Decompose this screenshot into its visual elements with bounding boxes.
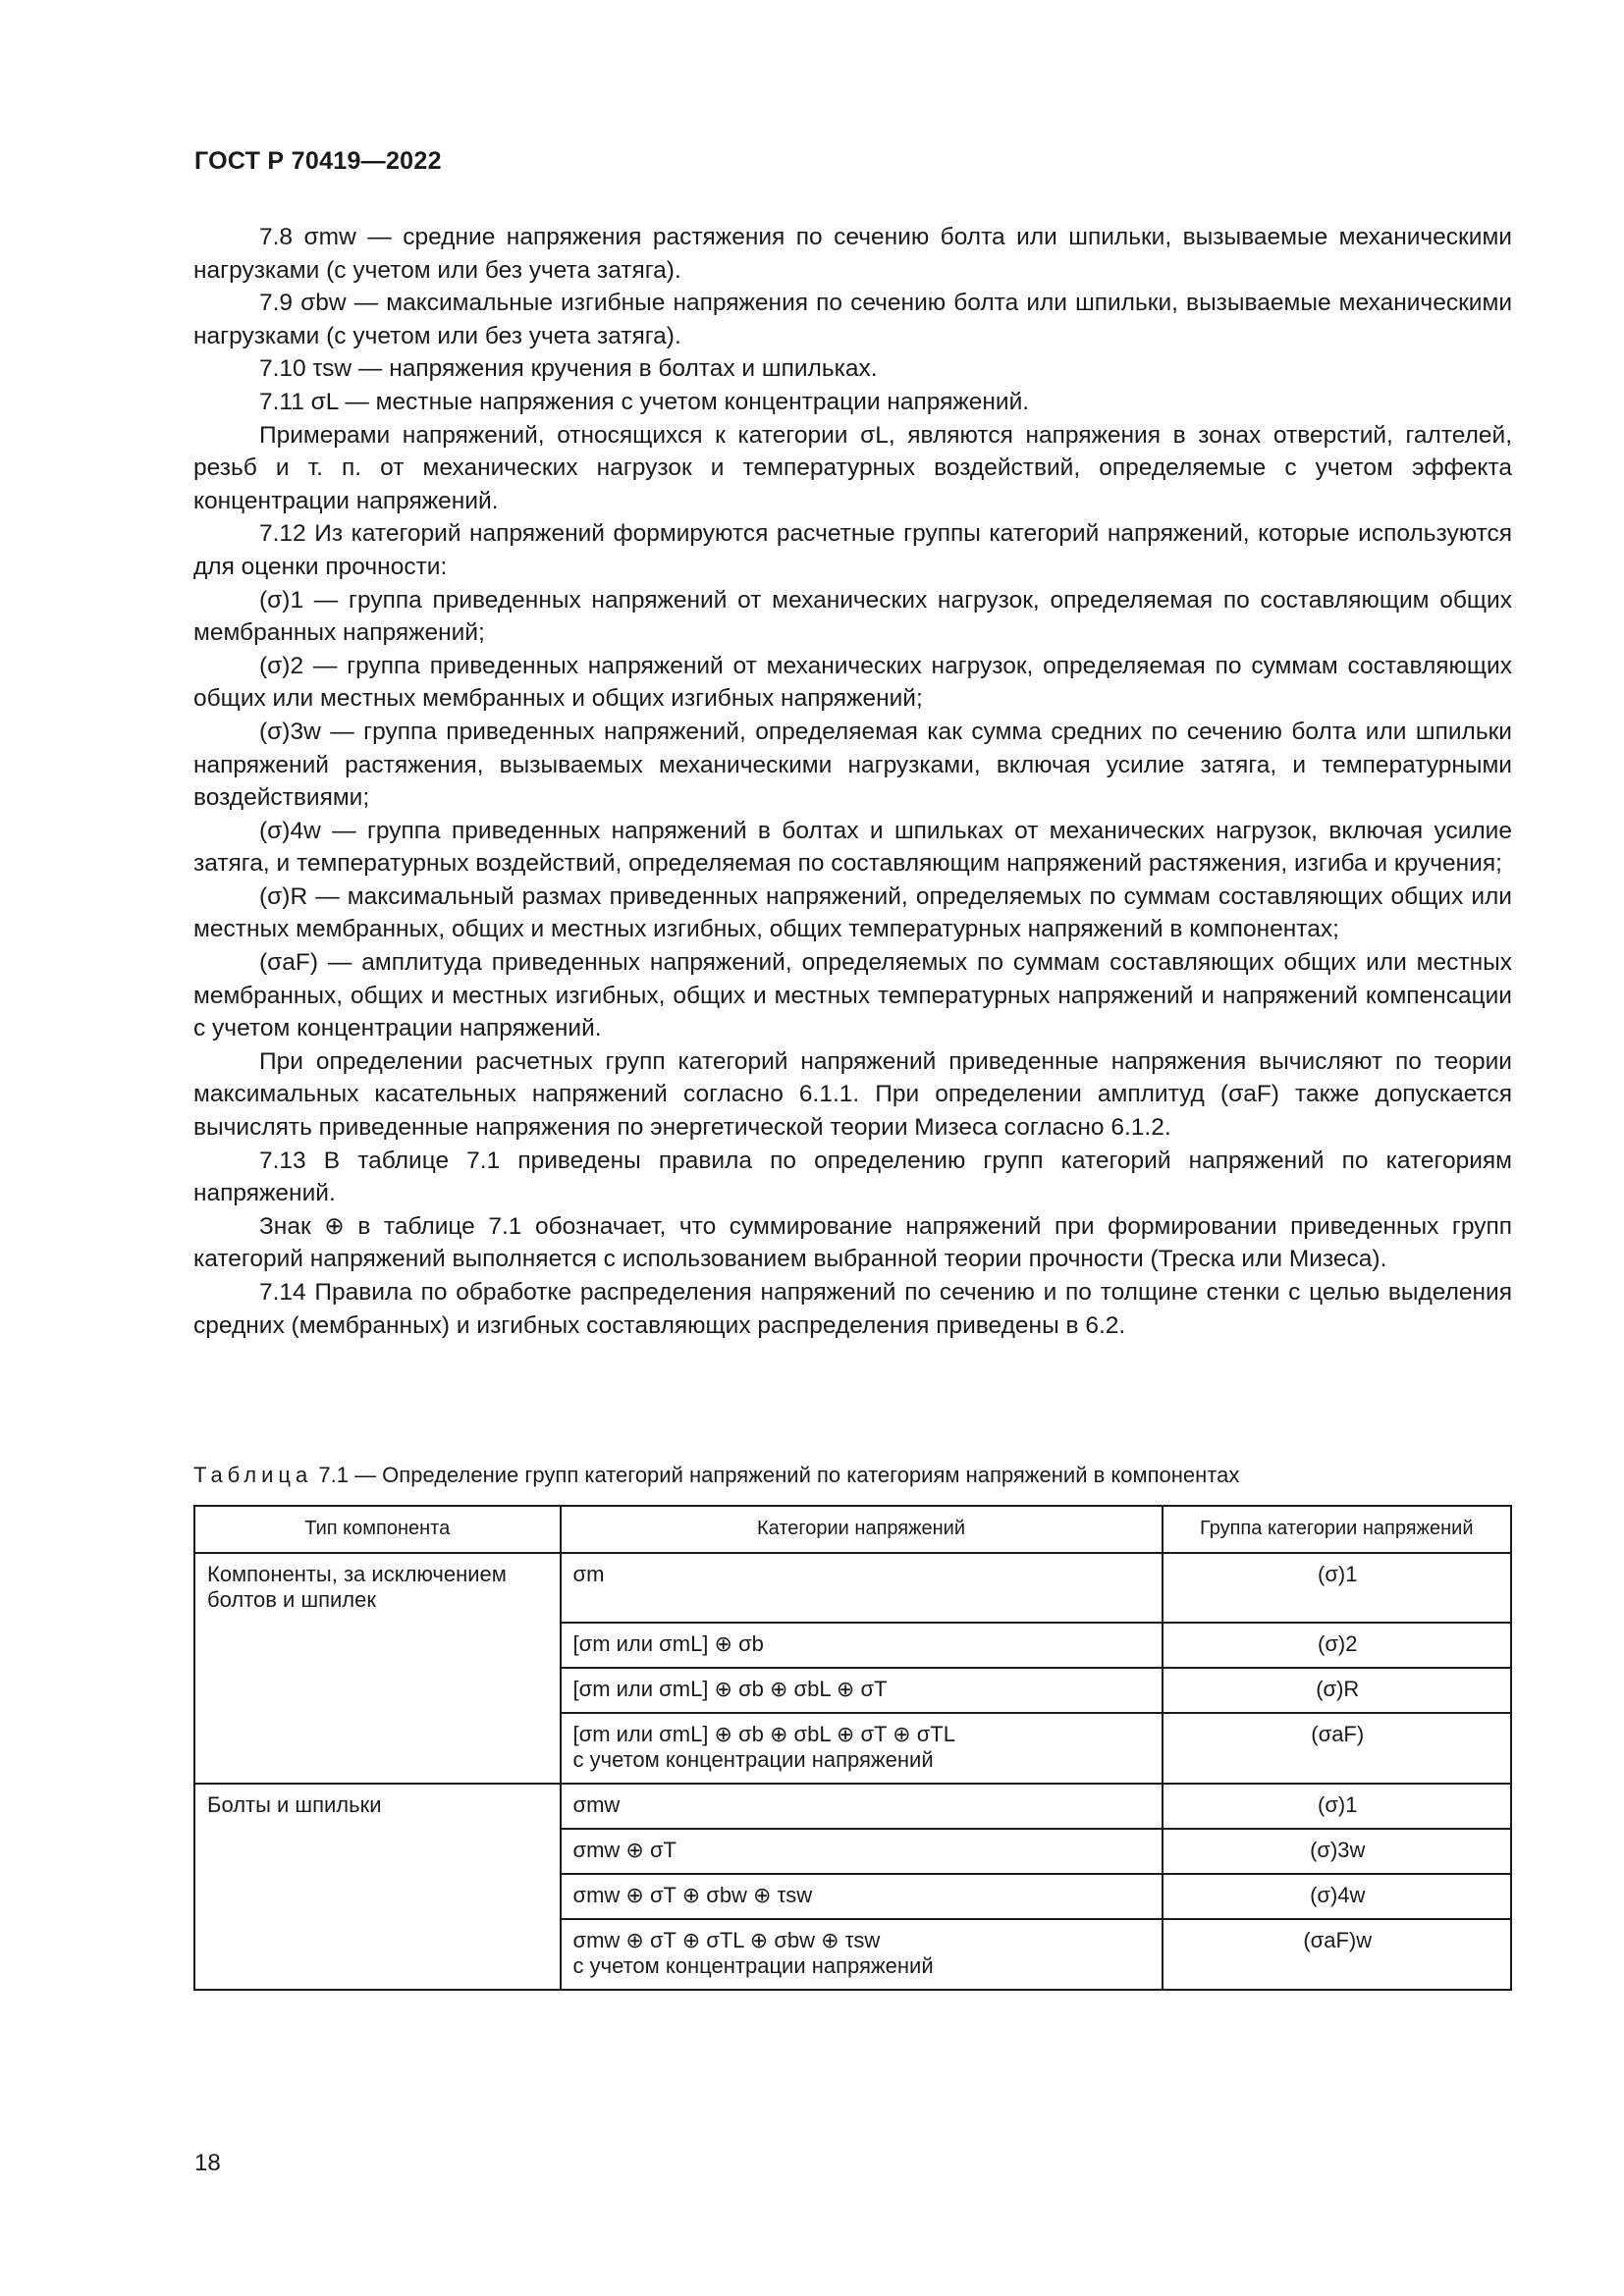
table-row: [194, 1713, 1511, 1784]
component-type-cell-continued: [194, 1668, 561, 1713]
paragraph-7-12: 7.12 Из категорий напряжений формируются расчетные группы категорий напряжений, которые используются для оценки прочности:: [193, 520, 1512, 580]
paragraph-sigma-l-examples: Примерами напряжений, относящихся к категории σL, являются напряжения в зонах отверстий, галтелей, резьб и т. п. от механических нагрузок и температурных воздействий, определяемые с учетом эффекта концентрации напряжений.: [193, 421, 1512, 514]
component-type-cell: Компоненты, за исключением болтов и шпилек: [194, 1553, 561, 1623]
table-caption-text: 7.1 — Определение групп категорий напряжений по категориям напряжений в компонентах: [312, 1463, 1240, 1487]
paragraph-group-r: (σ)R — максимальный размах приведенных напряжений, определяемых по суммам составляющих общих или местных мембранных, общих и местных изгибных, общих температурных напряжений в компонентах;: [193, 882, 1512, 943]
category-cell: σm: [561, 1553, 1163, 1623]
document-header: ГОСТ Р 70419—2022: [194, 147, 442, 175]
paragraph-calculation-theory: При определении расчетных групп категорий напряжений приведенные напряжения вычисляют по теории максимальных касательных напряжений согласно 6.1.1. При определении амплитуд (σaF) также допускается вычислять приведенные напряжения по энергетической теории Мизеса согласно 6.1.2.: [193, 1047, 1512, 1142]
paragraph-group-2: (σ)2 — группа приведенных напряжений от механических нагрузок, определяемая по суммам составляющих общих или местных мембранных и общих изгибных напряжений;: [193, 652, 1512, 713]
component-type-cell-continued: [194, 1623, 561, 1668]
table-row: [194, 1553, 1511, 1623]
group-cell: (σ)2: [1163, 1623, 1512, 1668]
table-row: [194, 1668, 1511, 1713]
group-cell: (σ)4w: [1163, 1874, 1512, 1919]
paragraph-7-13: 7.13 В таблице 7.1 приведены правила по определению групп категорий напряжений по категориям напряжений.: [193, 1147, 1512, 1207]
component-type-cell-continued: [194, 1874, 561, 1919]
table-header-row: [194, 1506, 1511, 1553]
paragraph-oplus-sign: Знак ⊕ в таблице 7.1 обозначает, что суммирование напряжений при формировании приведенных групп категорий напряжений выполняется с использованием выбранной теории прочности (Треска или Мизеса).: [193, 1212, 1512, 1273]
paragraph-7-11: 7.11 σL — местные напряжения с учетом концентрации напряжений.: [259, 388, 1030, 415]
paragraph-group-af: (σaF) — амплитуда приведенных напряжений, определяемых по суммам составляющих общих или местных мембранных, общих и местных изгибных, общих и местных температурных напряжений и напряжений компенсации с учетом концентрации напряжений.: [193, 949, 1512, 1042]
table-caption-word: Таблица: [193, 1463, 313, 1487]
group-cell: (σ)1: [1163, 1553, 1512, 1623]
category-note: с учетом концентрации напряжений: [572, 1953, 934, 1978]
paragraph-7-10: 7.10 τsw — напряжения кручения в болтах и шпильках.: [259, 355, 878, 383]
paragraph-7-9: 7.9 σbw — максимальные изгибные напряжения по сечению болта или шпильки, вызываемые механическими нагрузками (с учетом или без учета затяга).: [193, 290, 1512, 349]
group-cell: (σ)R: [1163, 1668, 1512, 1713]
category-cell: [σm или σmL] ⊕ σb ⊕ σbL ⊕ σT: [561, 1668, 1163, 1713]
table-row: [194, 1829, 1511, 1874]
header-component-type: Тип компонента: [194, 1506, 561, 1553]
component-type-cell-continued: [194, 1919, 561, 1990]
group-cell: (σ)1: [1163, 1784, 1512, 1829]
table-caption: [193, 1463, 1239, 1488]
category-note: с учетом концентрации напряжений: [572, 1747, 934, 1772]
category-cell: σmw: [561, 1784, 1163, 1829]
page-number: 18: [194, 2150, 221, 2176]
header-stress-categories: Категории напряжений: [561, 1506, 1163, 1553]
category-cell: [σm или σmL] ⊕ σb: [561, 1623, 1163, 1668]
table-row: [194, 1623, 1511, 1668]
group-cell: (σaF)w: [1163, 1919, 1512, 1990]
category-formula: σmw ⊕ σT ⊕ σTL ⊕ σbw ⊕ τsw: [572, 1928, 881, 1952]
category-cell: [561, 1919, 1163, 1990]
category-cell: σmw ⊕ σT ⊕ σbw ⊕ τsw: [561, 1874, 1163, 1919]
table-row: [194, 1919, 1511, 1990]
paragraph-group-4w: (σ)4w — группа приведенных напряжений в болтах и шпильках от механических нагрузок, включая усилие затяга, и температурных воздействий, определяемая по составляющим напряжений растяжения, изгиба и кручения;: [193, 817, 1512, 878]
body-text: [193, 221, 1512, 1342]
paragraph-group-3w: (σ)3w — группа приведенных напряжений, определяемая как сумма средних по сечению болта или шпильки напряжений растяжения, вызываемых механическими нагрузками, включая усилие затяга, и температурными воздействиями;: [193, 718, 1512, 812]
group-cell: (σ)3w: [1163, 1829, 1512, 1874]
component-type-cell: Болты и шпильки: [194, 1784, 561, 1829]
category-cell: σmw ⊕ σT: [561, 1829, 1163, 1874]
paragraph-7-14: 7.14 Правила по обработке распределения напряжений по сечению и по толщине стенки с целью выделения средних (мембранных) и изгибных составляющих распределения приведены в 6.2.: [193, 1279, 1512, 1339]
category-formula: [σm или σmL] ⊕ σb ⊕ σbL ⊕ σT ⊕ σTL: [572, 1722, 955, 1746]
component-type-cell-continued: [194, 1713, 561, 1784]
table-row: [194, 1874, 1511, 1919]
table-row: [194, 1784, 1511, 1829]
category-cell: [561, 1713, 1163, 1784]
header-stress-group: Группа категории напряжений: [1163, 1506, 1512, 1553]
paragraph-group-1: (σ)1 — группа приведенных напряжений от механических нагрузок, определяемая по составляющим общих мембранных напряжений;: [193, 586, 1512, 647]
component-type-cell-continued: [194, 1829, 561, 1874]
paragraph-7-8: 7.8 σmw — средние напряжения растяжения по сечению болта или шпильки, вызываемые механическими нагрузками (с учетом или без учета затяга).: [193, 224, 1512, 284]
group-cell: (σaF): [1163, 1713, 1512, 1784]
stress-groups-table: [193, 1505, 1512, 1991]
